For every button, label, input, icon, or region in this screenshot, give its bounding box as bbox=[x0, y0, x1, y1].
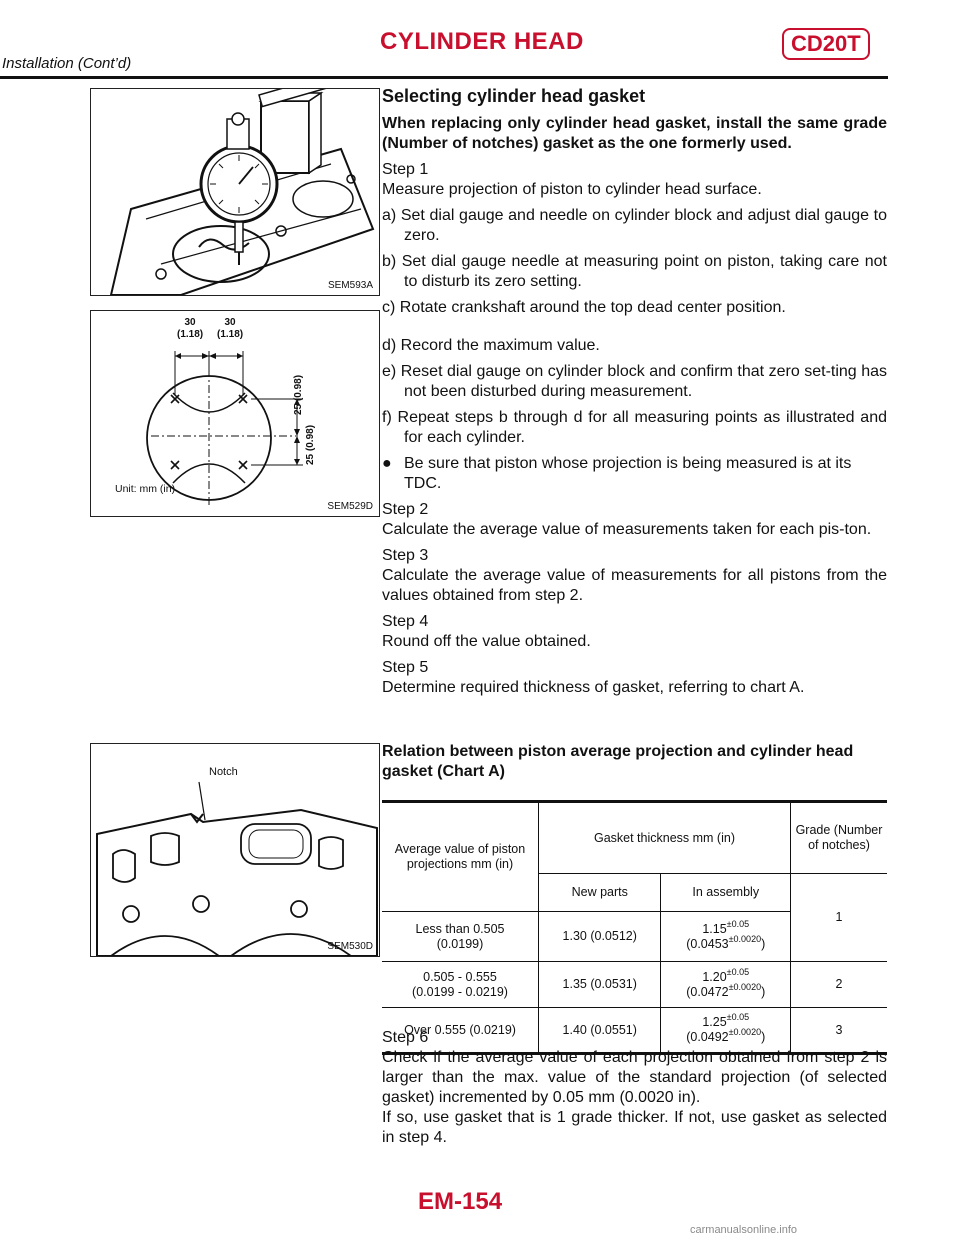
dial-gauge-illustration bbox=[91, 89, 379, 295]
figure-code: SEM530D bbox=[327, 941, 373, 952]
list-item: f) Repeat steps b through d for all measuring points as illustrated and for each cylinder. bbox=[382, 409, 887, 446]
step-text: Measure projection of piston to cylinder head surface. bbox=[382, 181, 762, 198]
unit-label: Unit: mm (in) bbox=[115, 483, 176, 495]
step-text: Calculate the average value of measurements for all pistons from the values obtained from step 2. bbox=[382, 567, 887, 604]
header-gasket-thickness: Gasket thickness mm (in) bbox=[539, 802, 791, 874]
figure-code: SEM593A bbox=[327, 280, 373, 291]
subheader-in-assembly: In assembly bbox=[661, 874, 791, 912]
avg-cell: Less than 0.505 (0.0199) bbox=[382, 912, 539, 962]
table-header-row bbox=[382, 802, 887, 874]
step-text: Round off the value obtained. bbox=[382, 633, 591, 650]
step-title: Step 5 bbox=[382, 659, 429, 676]
notch-label: Notch bbox=[209, 766, 238, 778]
step-text: If so, use gasket that is 1 grade thicker. If not, use gasket as selected in step 4. bbox=[382, 1109, 887, 1146]
grade-cell: 3 bbox=[791, 1008, 888, 1054]
section-heading: Selecting cylinder head gasket bbox=[382, 86, 646, 106]
list-item: e) Reset dial gauge on cylinder block and confirm that zero set-ting has not been disturbed during measurement. bbox=[382, 363, 887, 400]
watermark: carmanualsonline.info bbox=[690, 1224, 798, 1236]
assembly-cell: $1.20^{\pm 0.05}$ $(0.0472^{\pm 0.0020})$ bbox=[661, 962, 791, 1008]
header-rule bbox=[0, 76, 888, 79]
bullet-text: Be sure that piston whose projection is being measured is at its TDC. bbox=[404, 455, 852, 492]
page-number: EM-154 bbox=[418, 1188, 503, 1215]
gasket-grade-table bbox=[382, 800, 887, 1055]
dimension-label: 25 (0.98) bbox=[293, 374, 304, 415]
assembly-cell: $1.25^{\pm 0.05}$ $(0.0492^{\pm 0.0020})$ bbox=[661, 1008, 791, 1054]
list-item: d) Record the maximum value. bbox=[382, 337, 600, 354]
list-item: b) Set dial gauge needle at measuring point on piston, taking care not to disturb its zero setting. bbox=[382, 253, 887, 290]
step-text: Determine required thickness of gasket, referring to chart A. bbox=[382, 679, 805, 696]
dimension-label: 25 (0.98) bbox=[305, 424, 316, 465]
subheader-new-parts: New parts bbox=[539, 874, 661, 912]
bullet-mark: ● bbox=[382, 455, 392, 472]
chart-heading: Relation between piston average projection and cylinder head gasket (Chart A) bbox=[382, 743, 854, 780]
new-parts-cell: 1.35 (0.0531) bbox=[539, 962, 661, 1008]
model-badge: CD20T bbox=[782, 28, 870, 60]
step6-block bbox=[382, 1028, 887, 1148]
new-parts-cell: 1.30 (0.0512) bbox=[539, 912, 661, 962]
step-text: Calculate the average value of measurements taken for each pis-ton. bbox=[382, 521, 872, 538]
figure-dial-gauge bbox=[90, 88, 380, 296]
figure-code: SEM529D bbox=[327, 501, 373, 512]
step-title: Step 1 bbox=[382, 161, 429, 178]
header-grade: Grade (Number of notches) bbox=[791, 802, 888, 874]
gasket-note: When replacing only cylinder head gasket, install the same grade (Number of notches) gasket as the one formerly used. bbox=[382, 115, 887, 152]
list-item: c) Rotate crankshaft around the top dead center position. bbox=[382, 299, 786, 316]
dimension-label: 30 (1.18) bbox=[177, 317, 204, 340]
section-subtitle: Installation (Cont’d) bbox=[2, 55, 132, 72]
step-text: Check if the average value of each projection obtained from step 2 is larger than the max. value of the standard projection (of selected gasket) incremented by 0.05 mm (0.0020 in). bbox=[382, 1049, 887, 1106]
section-title: CYLINDER HEAD bbox=[380, 28, 584, 55]
grade-cell: 2 bbox=[791, 962, 888, 1008]
assembly-cell: $1.15^{\pm 0.05}$ $(0.0453^{\pm 0.0020})$ bbox=[661, 912, 791, 962]
figure-measuring-points bbox=[90, 310, 380, 517]
step-title: Step 6 bbox=[382, 1029, 429, 1046]
procedure-text bbox=[382, 86, 887, 704]
bullet-item bbox=[382, 454, 887, 494]
avg-cell: 0.505 - 0.555 (0.0199 - 0.0219) bbox=[382, 962, 539, 1008]
new-parts-cell: 1.40 (0.0551) bbox=[539, 1008, 661, 1054]
list-item: a) Set dial gauge and needle on cylinder block and adjust dial gauge to zero. bbox=[382, 207, 887, 244]
avg-cell: Over 0.555 (0.0219) bbox=[382, 1008, 539, 1054]
step-title: Step 4 bbox=[382, 613, 429, 630]
grade-cell: 1 bbox=[791, 874, 888, 962]
dimension-label: 30 (1.18) bbox=[217, 317, 244, 340]
table-row bbox=[382, 962, 887, 1008]
figure-gasket-notch bbox=[90, 743, 380, 957]
step-title: Step 2 bbox=[382, 501, 429, 518]
header-avg-projection: Average value of piston projections mm (in) bbox=[382, 802, 539, 912]
step-title: Step 3 bbox=[382, 547, 429, 564]
